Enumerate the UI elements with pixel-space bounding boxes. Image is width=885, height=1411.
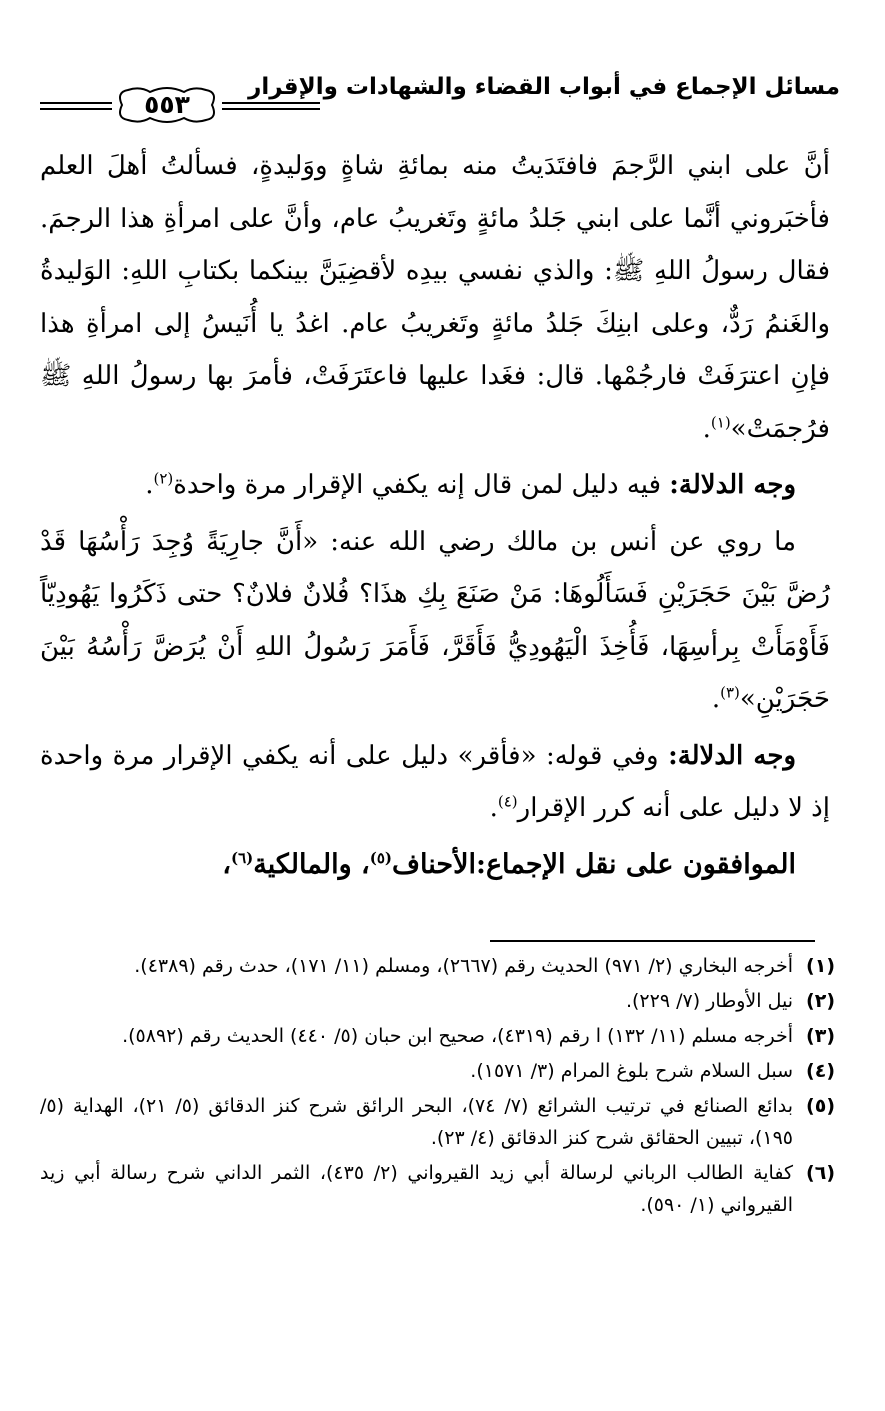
trailing-comma: ، [222, 848, 231, 880]
footnote [40, 1020, 835, 1052]
footnote-text: أخرجه البخاري (٢/ ٩٧١) الحديث رقم (٢٦٦٧)، ومسلم (١١/ ١٧١)، حدث رقم (٤٣٨٩). [134, 955, 793, 977]
paragraph-hadith-continuation: أنَّ على ابني الرَّجمَ فافتَدَيتُ منه بمائةِ شاةٍ ووَليدةٍ، فسألتُ أهلَ العلم فأخبَروني أنَّما على ابني جَلدُ مائةٍ وتَغريبُ عام، وأنَّ على امرأةِ هذا الرجمَ. فقال رسولُ اللهِ ﷺ: والذي نفسي بيدِه لأقضِيَنَّ بينكما بكتابِ اللهِ: الوَليدةُ والغَنمُ رَدٌّ، وعلى ابنِكَ جَلدُ مائةٍ وتَغريبُ عام. اغدُ يا أُنَيسُ إلى امرأةِ هذا فإنِ اعترَفَتْ فارجُمْها. قال: فغَدا عليها فاعتَرَفَتْ، فأمرَ بها رسولُ اللهِ ﷺ فرُجمَتْ»$^{(١)}$. [40, 151, 830, 444]
footnote [40, 1157, 835, 1221]
evidence-label: وجه الدلالة: [669, 470, 796, 500]
footnote [40, 985, 835, 1017]
footnote [40, 950, 835, 982]
evidence-label: وجه الدلالة: [668, 740, 797, 771]
page-number: ٥٥٣ [144, 90, 190, 119]
footnote-text: سبل السلام شرح بلوغ المرام (٣/ ١٥٧١). [470, 1060, 793, 1082]
school-maliki: ، والمالكية [253, 848, 370, 880]
header-rule-left-top [40, 102, 112, 104]
page-header [40, 64, 840, 124]
footnotes [40, 950, 835, 1224]
evidence-text: فيه دليل لمن قال إنه يكفي الإقرار مرة واحدة [173, 470, 662, 500]
paragraph-evidence-1: وجه الدلالة: فيه دليل لمن قال إنه يكفي الإقرار مرة واحدة$^{(٢)}$. [145, 469, 796, 500]
evidence-text: وفي قوله: «فأقر» دليل على أنه يكفي الإقرار مرة واحدة إذ لا دليل على أنه كرر الإقرار [40, 740, 830, 823]
footnote-number: (٢) [806, 990, 835, 1012]
footnote-number: (٣) [806, 1025, 835, 1047]
footnote-text: كفاية الطالب الرباني لرسالة أبي زيد القيرواني (٢/ ٤٣٥)، الثمر الداني شرح رسالة أبي زيد القيرواني (١/ ٥٩٠). [40, 1162, 793, 1216]
footnote-ref-3: (٣) [720, 683, 740, 702]
footnote-number: (١) [806, 955, 835, 977]
footnote-text: بدائع الصنائع في ترتيب الشرائع (٧/ ٧٤)، البحر الرائق شرح كنز الدقائق (٥/ ٢١)، الهداية (٥/ ١٩٥)، تبيين الحقائق شرح كنز الدقائق (٤/ ٢٣). [40, 1095, 794, 1149]
anas-hadith-text: ما روي عن أنس بن مالك رضي الله عنه: «أَنَّ جارِيَةً وُجِدَ رَأْسُهَا قَدْ رُضَّ بَيْنَ حَجَرَيْنِ فَسَأَلُوهَا: مَنْ صَنَعَ بِكِ هذَا؟ فُلانٌ فلانٌ؟ حتى ذَكَرُوا يَهُودِيّاً فَأَوْمَأَتْ بِرأسِهَا، فَأُخِذَ الْيَهُودِيُّ فَأَقَرَّ، فَأَمَرَ رَسُولُ اللهِ أَنْ يُرَضَّ رَأْسُهُ بَيْنَ حَجَرَيْنِ» [40, 526, 830, 714]
hadith-text: أنَّ على ابني الرَّجمَ فافتَدَيتُ منه بمائةِ شاةٍ ووَليدةٍ، فسألتُ أهلَ العلم فأخبَروني أنَّما على ابني جَلدُ مائةٍ وتَغريبُ عام، وأنَّ على امرأةِ هذا الرجمَ. فقال رسولُ اللهِ ﷺ: والذي نفسي بيدِه لأقضِيَنَّ بينكما بكتابِ اللهِ: الوَليدةُ والغَنمُ رَدٌّ، وعلى ابنِكَ جَلدُ مائةٍ وتَغريبُ عام. اغدُ يا أُنَيسُ إلى امرأةِ هذا فإنِ اعترَفَتْ فارجُمْها. قال: فغَدا عليها فاعتَرَفَتْ، فأمرَ بها رسولُ اللهِ ﷺ فرُجمَتْ» [40, 151, 830, 444]
footnote-ref-1: (١) [710, 412, 731, 431]
page-number-frame [112, 84, 222, 126]
paragraph-evidence-2: وجه الدلالة: وفي قوله: «فأقر» دليل على أنه يكفي الإقرار مرة واحدة إذ لا دليل على أنه كرر الإقرار$^{(٤)}$. [40, 740, 830, 823]
header-rule-left-bottom [40, 108, 112, 110]
agreeing-label: الموافقون على نقل الإجماع: [475, 848, 796, 880]
footnote-number: (٥) [806, 1095, 835, 1117]
footnote-ref-2: (٢) [153, 469, 174, 488]
main-text [40, 140, 830, 891]
footnote-text: نيل الأوطار (٧/ ٢٢٩). [625, 990, 793, 1012]
footnote [40, 1055, 835, 1087]
footnote-ref-6: (٦) [230, 848, 254, 867]
footnote-number: (٤) [806, 1060, 835, 1082]
footnote-number: (٦) [806, 1162, 835, 1184]
header-rule-right-top [222, 102, 320, 104]
paragraph-agreeing-scholars [40, 839, 830, 892]
footnote-ref-4: (٤) [497, 792, 518, 811]
footnote-text: أخرجه مسلم (١١/ ١٣٢) ا رقم (٤٣١٩)، صحيح ابن حبان (٥/ ٤٤٠) الحديث رقم (٥٨٩٢). [122, 1025, 793, 1047]
paragraph-anas-hadith: ما روي عن أنس بن مالك رضي الله عنه: «أَنَّ جارِيَةً وُجِدَ رَأْسُهَا قَدْ رُضَّ بَيْنَ حَجَرَيْنِ فَسَأَلُوهَا: مَنْ صَنَعَ بِكِ هذَا؟ فُلانٌ فلانٌ؟ حتى ذَكَرُوا يَهُودِيّاً فَأَوْمَأَتْ بِرأسِهَا، فَأُخِذَ الْيَهُودِيُّ فَأَقَرَّ، فَأَمَرَ رَسُولُ اللهِ أَنْ يُرَضَّ رَأْسُهُ بَيْنَ حَجَرَيْنِ»$^{(٣)}$. [40, 526, 830, 714]
header-rule-right-bottom [222, 108, 320, 110]
school-hanafi: الأحناف [392, 848, 476, 880]
footnote-divider [490, 940, 815, 942]
running-title: مسائل الإجماع في أبواب القضاء والشهادات والإقرار [248, 74, 840, 100]
footnote-ref-5: (٥) [369, 848, 393, 867]
footnote [40, 1090, 835, 1154]
